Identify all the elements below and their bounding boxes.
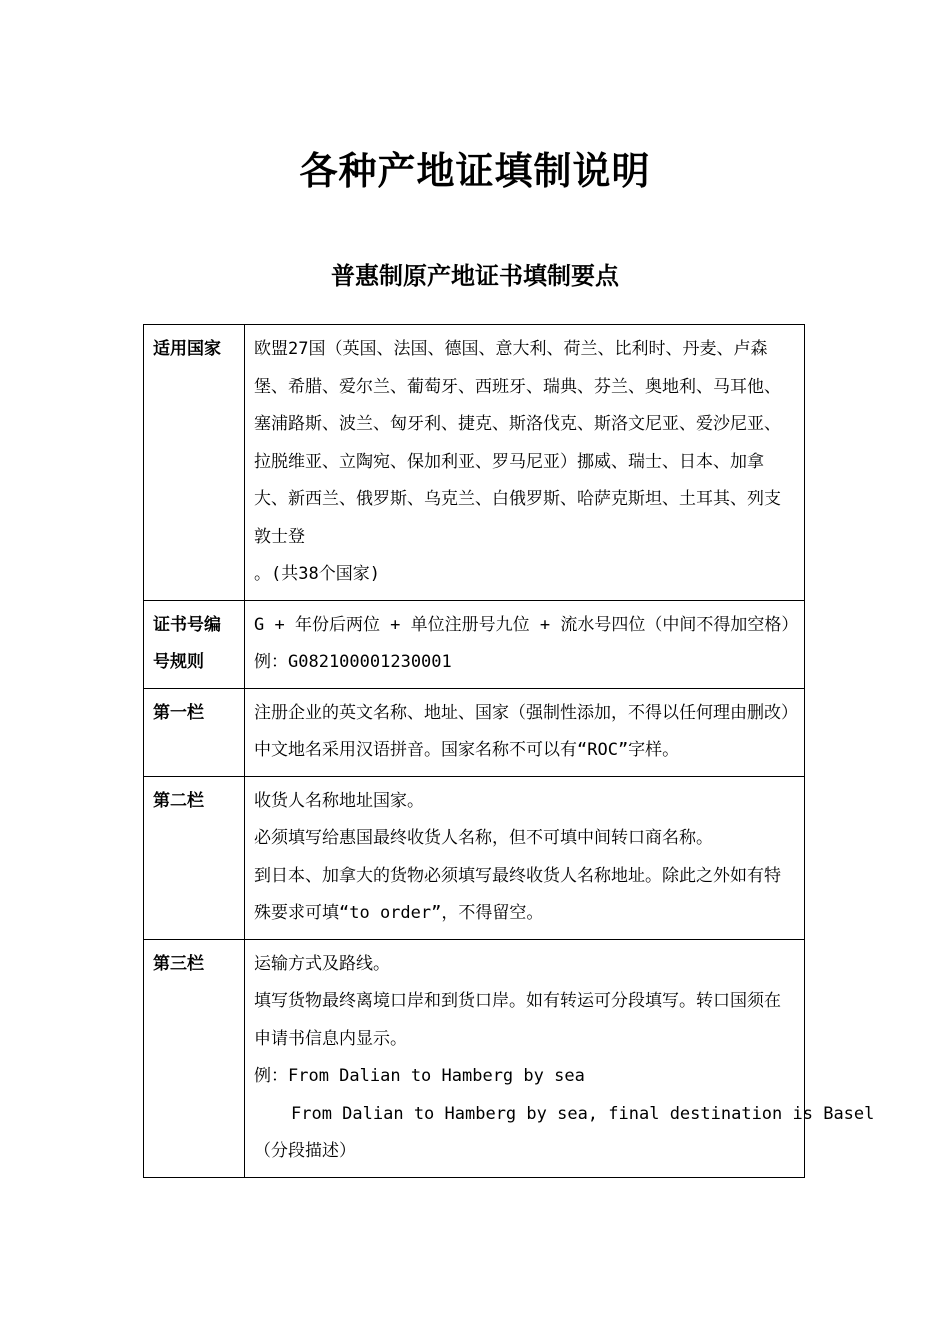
content-line: G + 年份后两位 + 单位注册号九位 + 流水号四位（中间不得加空格） <box>254 614 799 635</box>
row-content <box>245 776 805 939</box>
row-label: 适用国家 <box>144 325 245 601</box>
content-line: 欧盟27国（英国、法国、德国、意大利、荷兰、比利时、丹麦、卢森堡、希腊、爱尔兰、葡萄牙、西班牙、瑞典、芬兰、奥地利、马耳他、塞浦路斯、波兰、匈牙利、捷克、斯洛伐克、斯洛文尼亚、爱沙尼亚、拉脱维亚、立陶宛、保加利亚、罗马尼亚）挪威、瑞士、日本、加拿大、新西兰、俄罗斯、乌克兰、白俄罗斯、哈萨克斯坦、土耳其、列支敦士登 <box>254 339 781 547</box>
table-row <box>144 688 805 776</box>
row-label: 第一栏 <box>144 688 245 776</box>
gsp-rules-table <box>143 324 875 1178</box>
content-line: 到日本、加拿大的货物必须填写最终收货人名称地址。除此之外如有特殊要求可填“to order”，不得留空。 <box>254 865 781 923</box>
table-row <box>144 325 805 601</box>
row-content <box>245 600 805 688</box>
table-row <box>144 776 805 939</box>
content-line: 必须填写给惠国最终收货人名称，但不可填中间转口商名称。 <box>254 828 713 848</box>
content-line: 填写货物最终离境口岸和到货口岸。如有转运可分段填写。转口国须在申请书信息内显示。 <box>254 991 781 1049</box>
row-content <box>245 325 805 601</box>
row-label: 第三栏 <box>144 939 245 1177</box>
content-line: 例：From Dalian to Hamberg by sea <box>254 1066 585 1086</box>
table-row <box>144 939 805 1177</box>
content-line: From Dalian to Hamberg by sea, final destination is Basel <box>291 1103 875 1124</box>
row-content <box>245 939 875 1177</box>
content-line: 例：G082100001230001 <box>254 652 452 672</box>
content-line: 运输方式及路线。 <box>254 953 390 974</box>
row-label: 第二栏 <box>144 776 245 939</box>
table-row <box>144 600 805 688</box>
content-line: 。(共38个国家) <box>254 564 380 584</box>
content-line: 中文地名采用汉语拼音。国家名称不可以有“ROC”字样。 <box>254 740 680 760</box>
content-line: 注册企业的英文名称、地址、国家（强制性添加，不得以任何理由删改） <box>254 702 798 723</box>
document-title: 各种产地证填制说明 <box>299 149 651 193</box>
content-line: （分段描述） <box>254 1141 356 1161</box>
row-label: 证书号编号规则 <box>144 600 245 688</box>
document-subtitle: 普惠制原产地证书填制要点 <box>331 262 619 290</box>
row-content <box>245 688 805 776</box>
content-line: 收货人名称地址国家。 <box>254 790 424 811</box>
